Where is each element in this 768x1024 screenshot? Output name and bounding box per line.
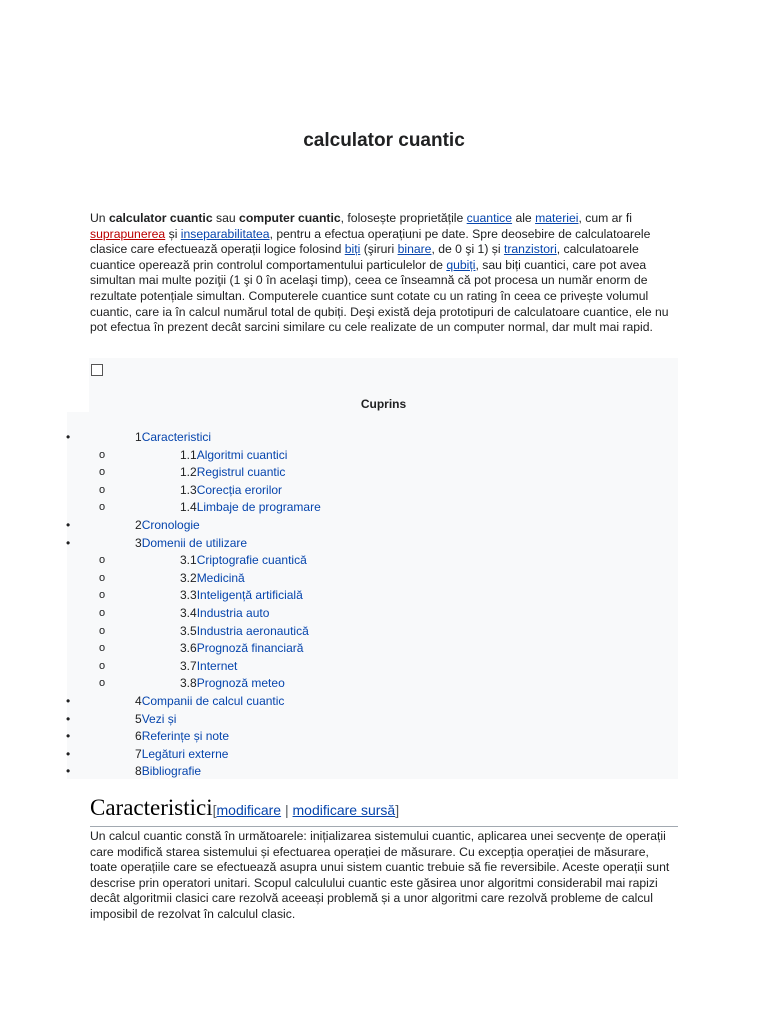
toc-item-entry [135, 711, 176, 729]
bullet-icon: • [66, 746, 71, 761]
toc-item-entry [180, 482, 282, 500]
toc-item-entry [180, 675, 285, 693]
section-heading [90, 794, 678, 827]
toc-item-number: 3.3 [180, 588, 197, 603]
toc-item-link[interactable]: Referințe și note [141, 729, 230, 744]
toc-item-entry [180, 447, 287, 465]
toc-item-number: 3.7 [180, 658, 197, 673]
bold-term: computer cuantic [239, 211, 341, 225]
toc-item-entry [180, 640, 303, 658]
toc-item-link[interactable]: Prognoză financiară [196, 641, 304, 656]
intro-paragraph: Un calculator cuantic sau computer cuantic, folosește proprietățile cuantice ale materiei, cum ar fi suprapunerea și inseparabilitatea, pentru a efectua operațiuni pe date. Spre deosebire de calculatoarele clasice care efectuează operații logice folosind biți (şiruri binare, de 0 şi 1) și tranzistori, calculatoarele cuantice operează prin controlul comportamentului particulelor de qubiți, sau biți cuantici, care pot avea simultan mai multe poziţii (1 şi 0 în acelaşi timp), ceea ce înseamnă că pot procesa un număr enorm de rezultate potențiale simultan. Computerele cuantice sunt cotate cu un rating în ceea ce privește volumul cuantic, care ia în calcul numărul total de qubiți. Deşi există deja prototipuri de calculatoare cuantice, ele nu pot efectua în prezent decât sarcini similare cu cele realizate de un computer normal, dar mult mai rapid. [90, 211, 669, 335]
link-cuantice[interactable]: cuantice [466, 211, 513, 225]
bullet-icon: o [99, 624, 106, 637]
toc-item-entry [135, 746, 228, 764]
section-heading-text: Caracteristici [90, 795, 213, 820]
toc-item [0, 482, 768, 500]
toc-item-link[interactable]: Criptografie cuantică [196, 553, 307, 568]
toc-item-number: 6 [135, 729, 142, 744]
toc-item [0, 429, 768, 447]
toc-item-number: 3.2 [180, 570, 197, 585]
bullet-icon: o [99, 606, 106, 619]
toc-item [0, 746, 768, 764]
toc-item [0, 728, 768, 746]
bullet-icon: • [66, 711, 71, 726]
edit-source-link[interactable]: modificare sursă [292, 802, 396, 818]
toc-item-entry [180, 658, 237, 676]
toc-item-link[interactable]: Companii de calcul cuantic [141, 693, 285, 708]
toc-item-entry [180, 623, 309, 641]
toc-item-link[interactable]: Corecția erorilor [196, 482, 283, 497]
toc-item-link[interactable]: Inteligență artificială [196, 588, 303, 603]
toc-item [0, 517, 768, 535]
bullet-icon: o [99, 466, 106, 479]
toc-item-entry [180, 605, 269, 623]
bold-term: calculator cuantic [108, 211, 213, 225]
toc-item-entry [135, 763, 201, 781]
toc-item-link[interactable]: Registrul cuantic [196, 465, 286, 480]
toc-item-link[interactable]: Industria aeronautică [196, 623, 309, 638]
bullet-icon: • [66, 535, 71, 550]
toc-item [0, 763, 768, 781]
toc-item [0, 535, 768, 553]
toc-item [0, 587, 768, 605]
link-suprapunerea[interactable]: suprapunerea [90, 226, 166, 241]
toc-item-link[interactable]: Algoritmi cuantici [196, 447, 288, 462]
toc-item-link[interactable]: Limbaje de programare [196, 500, 321, 515]
toc-item-number: 1.3 [180, 482, 197, 497]
link-materiei[interactable]: materiei [535, 211, 579, 225]
toc-item-link[interactable]: Domenii de utilizare [141, 535, 248, 550]
link-binare[interactable]: binare [397, 242, 432, 257]
toc-item [0, 570, 768, 588]
toc-item [0, 658, 768, 676]
link-biti[interactable]: biți [344, 242, 361, 257]
toc-item-link[interactable]: Bibliografie [141, 764, 202, 779]
toc-item-number: 3.5 [180, 623, 197, 638]
toc-item-number: 1.4 [180, 500, 197, 515]
section-paragraph: Un calcul cuantic constă în următoarele: inițializarea sistemului cuantic, aplicarea unei secvențe de operații care modifică starea sistemului și efectuarea operației de măsurare. Cu excepția operației de măsurare, toate operațiile care se efectuează asupra unui sistem cuantic trebuie să fie reversibile. Aceste operații sunt descrise prin operatori unitari. Scopul calculului cuantic este găsirea unor algoritmi considerabil mai rapizi decât algoritmii clasici care rezolvă aceeași problemă și a unor algoritmi care rezolvă probleme de calcul imposibil de rezolvat în calculul clasic. [90, 829, 670, 921]
toc-item-number: 3.1 [180, 553, 197, 568]
toc-item [0, 499, 768, 517]
bullet-icon: • [66, 693, 71, 708]
toc-item-entry [180, 499, 321, 517]
toc-item-number: 1 [135, 430, 142, 444]
bullet-icon: • [66, 729, 71, 744]
toc-item [0, 605, 768, 623]
bullet-icon: o [99, 659, 106, 672]
bullet-icon: o [99, 642, 106, 655]
toc-item-number: 4 [135, 693, 142, 708]
toc-item-entry [135, 693, 284, 711]
toc-item-number: 5 [135, 711, 142, 726]
toc-item-entry [135, 728, 229, 746]
toc-item [0, 675, 768, 693]
toc-item [0, 464, 768, 482]
toc-item-number: 3 [135, 535, 142, 550]
toc-item-number: 8 [135, 764, 142, 779]
toc-item-link[interactable]: Legături externe [141, 746, 229, 761]
toc-item-link[interactable]: Medicină [196, 570, 245, 585]
toc-title: Cuprins [360, 397, 407, 411]
toc-item-entry [180, 464, 285, 482]
bullet-icon: o [99, 677, 106, 690]
link-qubiti[interactable]: qubiți [446, 257, 476, 272]
bullet-icon: • [66, 517, 71, 532]
toc-item-number: 3.4 [180, 605, 197, 620]
link-tranzistori[interactable]: tranzistori [503, 242, 557, 257]
toc-item-link[interactable]: Industria auto [196, 605, 270, 620]
toc-toggle-checkbox[interactable] [91, 364, 103, 376]
toc-list [0, 429, 768, 781]
toc-item-number: 2 [135, 517, 142, 532]
bullet-icon: o [99, 571, 106, 584]
toc-item [0, 640, 768, 658]
link-inseparabilitatea[interactable]: inseparabilitatea [180, 226, 270, 241]
toc-item-link[interactable]: Vezi și [141, 711, 177, 726]
bullet-icon: o [99, 448, 106, 461]
toc-item-link[interactable]: Internet [196, 658, 238, 673]
toc-item-entry [135, 429, 211, 447]
edit-link[interactable]: modificare [216, 802, 282, 818]
toc-item-link[interactable]: Cronologie [141, 517, 200, 532]
toc-item-entry [135, 535, 247, 553]
toc-item-link[interactable]: Prognoză meteo [196, 676, 285, 691]
bullet-icon: o [99, 589, 106, 602]
toc-item [0, 552, 768, 570]
edit-links: [modificare | modificare sursă] [212, 802, 400, 818]
toc-item-entry [135, 517, 200, 535]
toc-item-number: 1.2 [180, 465, 197, 480]
toc-item-entry [180, 552, 307, 570]
toc-item [0, 623, 768, 641]
bullet-icon: o [99, 554, 106, 567]
toc-item-number: 3.8 [180, 676, 197, 691]
toc-item [0, 447, 768, 465]
toc-item-link[interactable]: Caracteristici [141, 430, 212, 444]
bullet-icon: o [99, 501, 106, 514]
bullet-icon: o [99, 483, 106, 496]
toc-item-entry [180, 587, 303, 605]
toc-item [0, 693, 768, 711]
toc-item [0, 711, 768, 729]
toc-item-number: 3.6 [180, 641, 197, 656]
bullet-icon: • [66, 764, 71, 779]
bullet-icon: • [66, 430, 71, 444]
toc-item-number: 1.1 [180, 447, 197, 462]
page-title: calculator cuantic [303, 130, 465, 151]
toc-item-entry [180, 570, 245, 588]
toc-item-number: 7 [135, 746, 142, 761]
